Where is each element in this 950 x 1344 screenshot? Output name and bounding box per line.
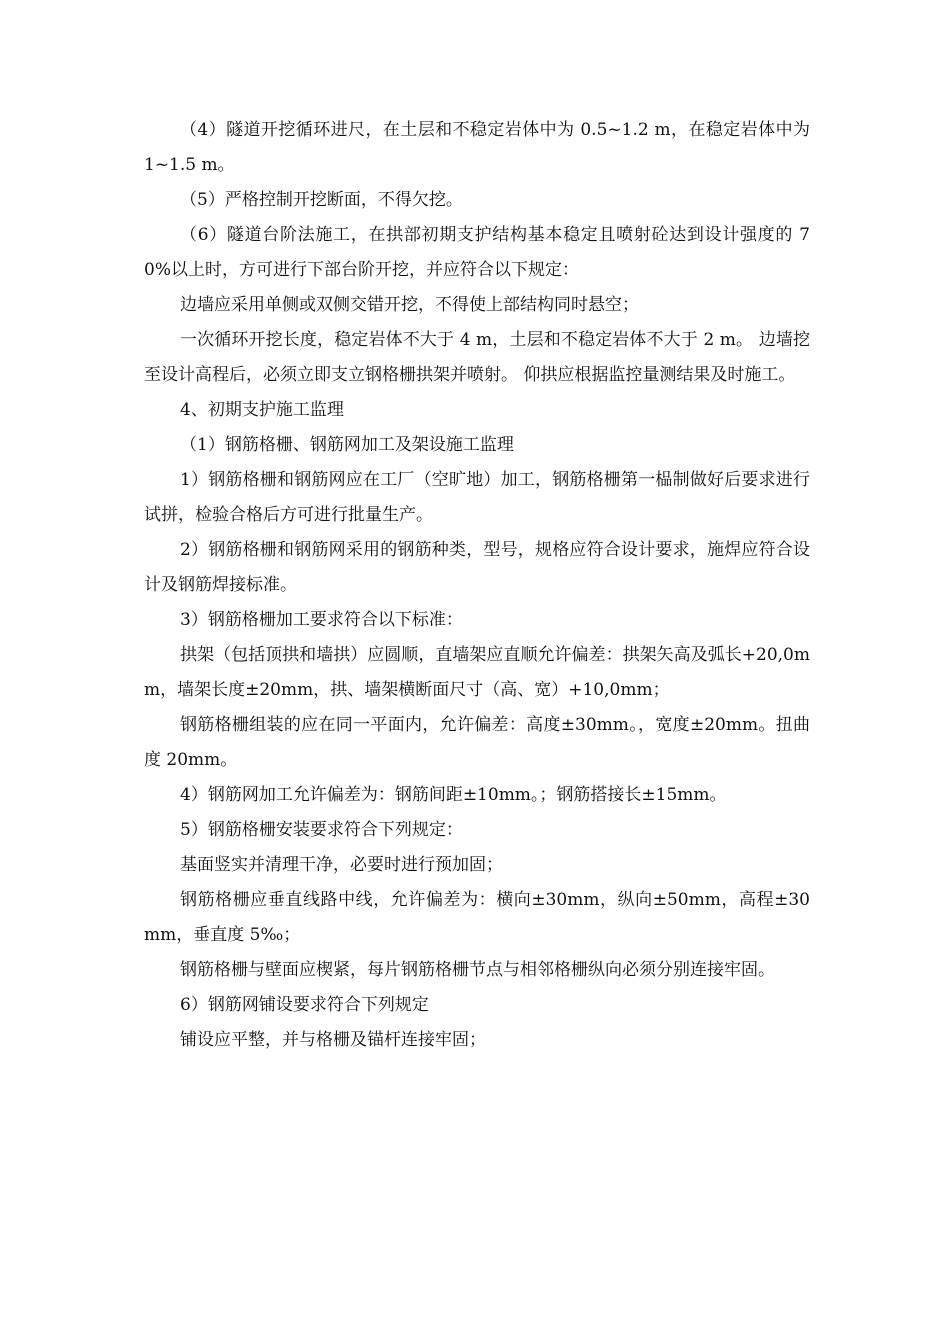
paragraph-bench-method: （6）隧道台阶法施工，在拱部初期支护结构基本稳定且喷射砼达到设计强度的 70%以上时，方可进行下部台阶开挖，并应符合以下规定： [144,225,810,280]
paragraph-mesh-laying-heading: 6）钢筋网铺设要求符合下列规定 [180,995,429,1015]
paragraph-mesh-laying: 铺设应平整，并与格栅及锚杆连接牢固； [180,1030,486,1050]
subsection-heading-steel-grid: （1）钢筋格栅、钢筋网加工及架设施工监理 [180,435,514,455]
paragraph-grid-install-heading: 5）钢筋格栅安装要求符合下列规定： [180,820,463,840]
paragraph-mesh-tolerance: 4）钢筋网加工允许偏差为：钢筋间距±10mm。；钢筋搭接长±15mm。 [180,785,727,805]
section-heading-initial-support: 4、初期支护施工监理 [180,400,344,420]
paragraph-steel-type: 2）钢筋格栅和钢筋网采用的钢筋种类，型号，规格应符合设计要求，施焊应符合设计及钢筋焊接标准。 [144,540,810,595]
paragraph-section-control: （5）严格控制开挖断面，不得欠挖。 [180,190,463,210]
paragraph-grid-processing: 1）钢筋格栅和钢筋网应在工厂（空旷地）加工，钢筋格栅第一榀制做好后要求进行试拼，检验合格后方可进行批量生产。 [144,470,810,525]
paragraph-base-surface: 基面竖实并清理干净，必要时进行预加固； [180,855,503,875]
paragraph-grid-assembly: 钢筋格栅组装的应在同一平面内，允许偏差：高度±30mm。，宽度±20mm。扭曲度 20mm。 [144,715,810,770]
paragraph-arch-tolerance: 拱架（包括顶拱和墙拱）应圆顺，直墙架应直顺允许偏差：拱架矢高及弧长+20,0mm，墙架长度±20mm，拱、墙架横断面尺寸（高、宽）+10,0mm； [144,645,810,700]
document-body [144,113,810,1058]
paragraph-excavation-advance: （4）隧道开挖循环进尺，在土层和不稳定岩体中为 0.5~1.2 m，在稳定岩体中为 1~1.5 m。 [144,120,810,175]
paragraph-grid-wedging: 钢筋格栅与壁面应楔紧，每片钢筋格栅节点与相邻格栅纵向必须分别连接牢固。 [180,960,775,980]
paragraph-grid-standard-heading: 3）钢筋格栅加工要求符合以下标准： [180,610,463,630]
paragraph-side-wall: 边墙应采用单侧或双侧交错开挖，不得使上部结构同时悬空； [180,295,639,315]
paragraph-cycle-length: 一次循环开挖长度，稳定岩体不大于 4 m，土层和不稳定岩体不大于 2 m。 边墙挖至设计高程后，必须立即支立钢格栅拱架并喷射。 仰拱应根据监控量测结果及时施工。 [144,330,810,385]
paragraph-grid-alignment: 钢筋格栅应垂直线路中线，允许偏差为：横向±30mm，纵向±50mm，高程±30mm，垂直度 5‰； [144,890,810,945]
